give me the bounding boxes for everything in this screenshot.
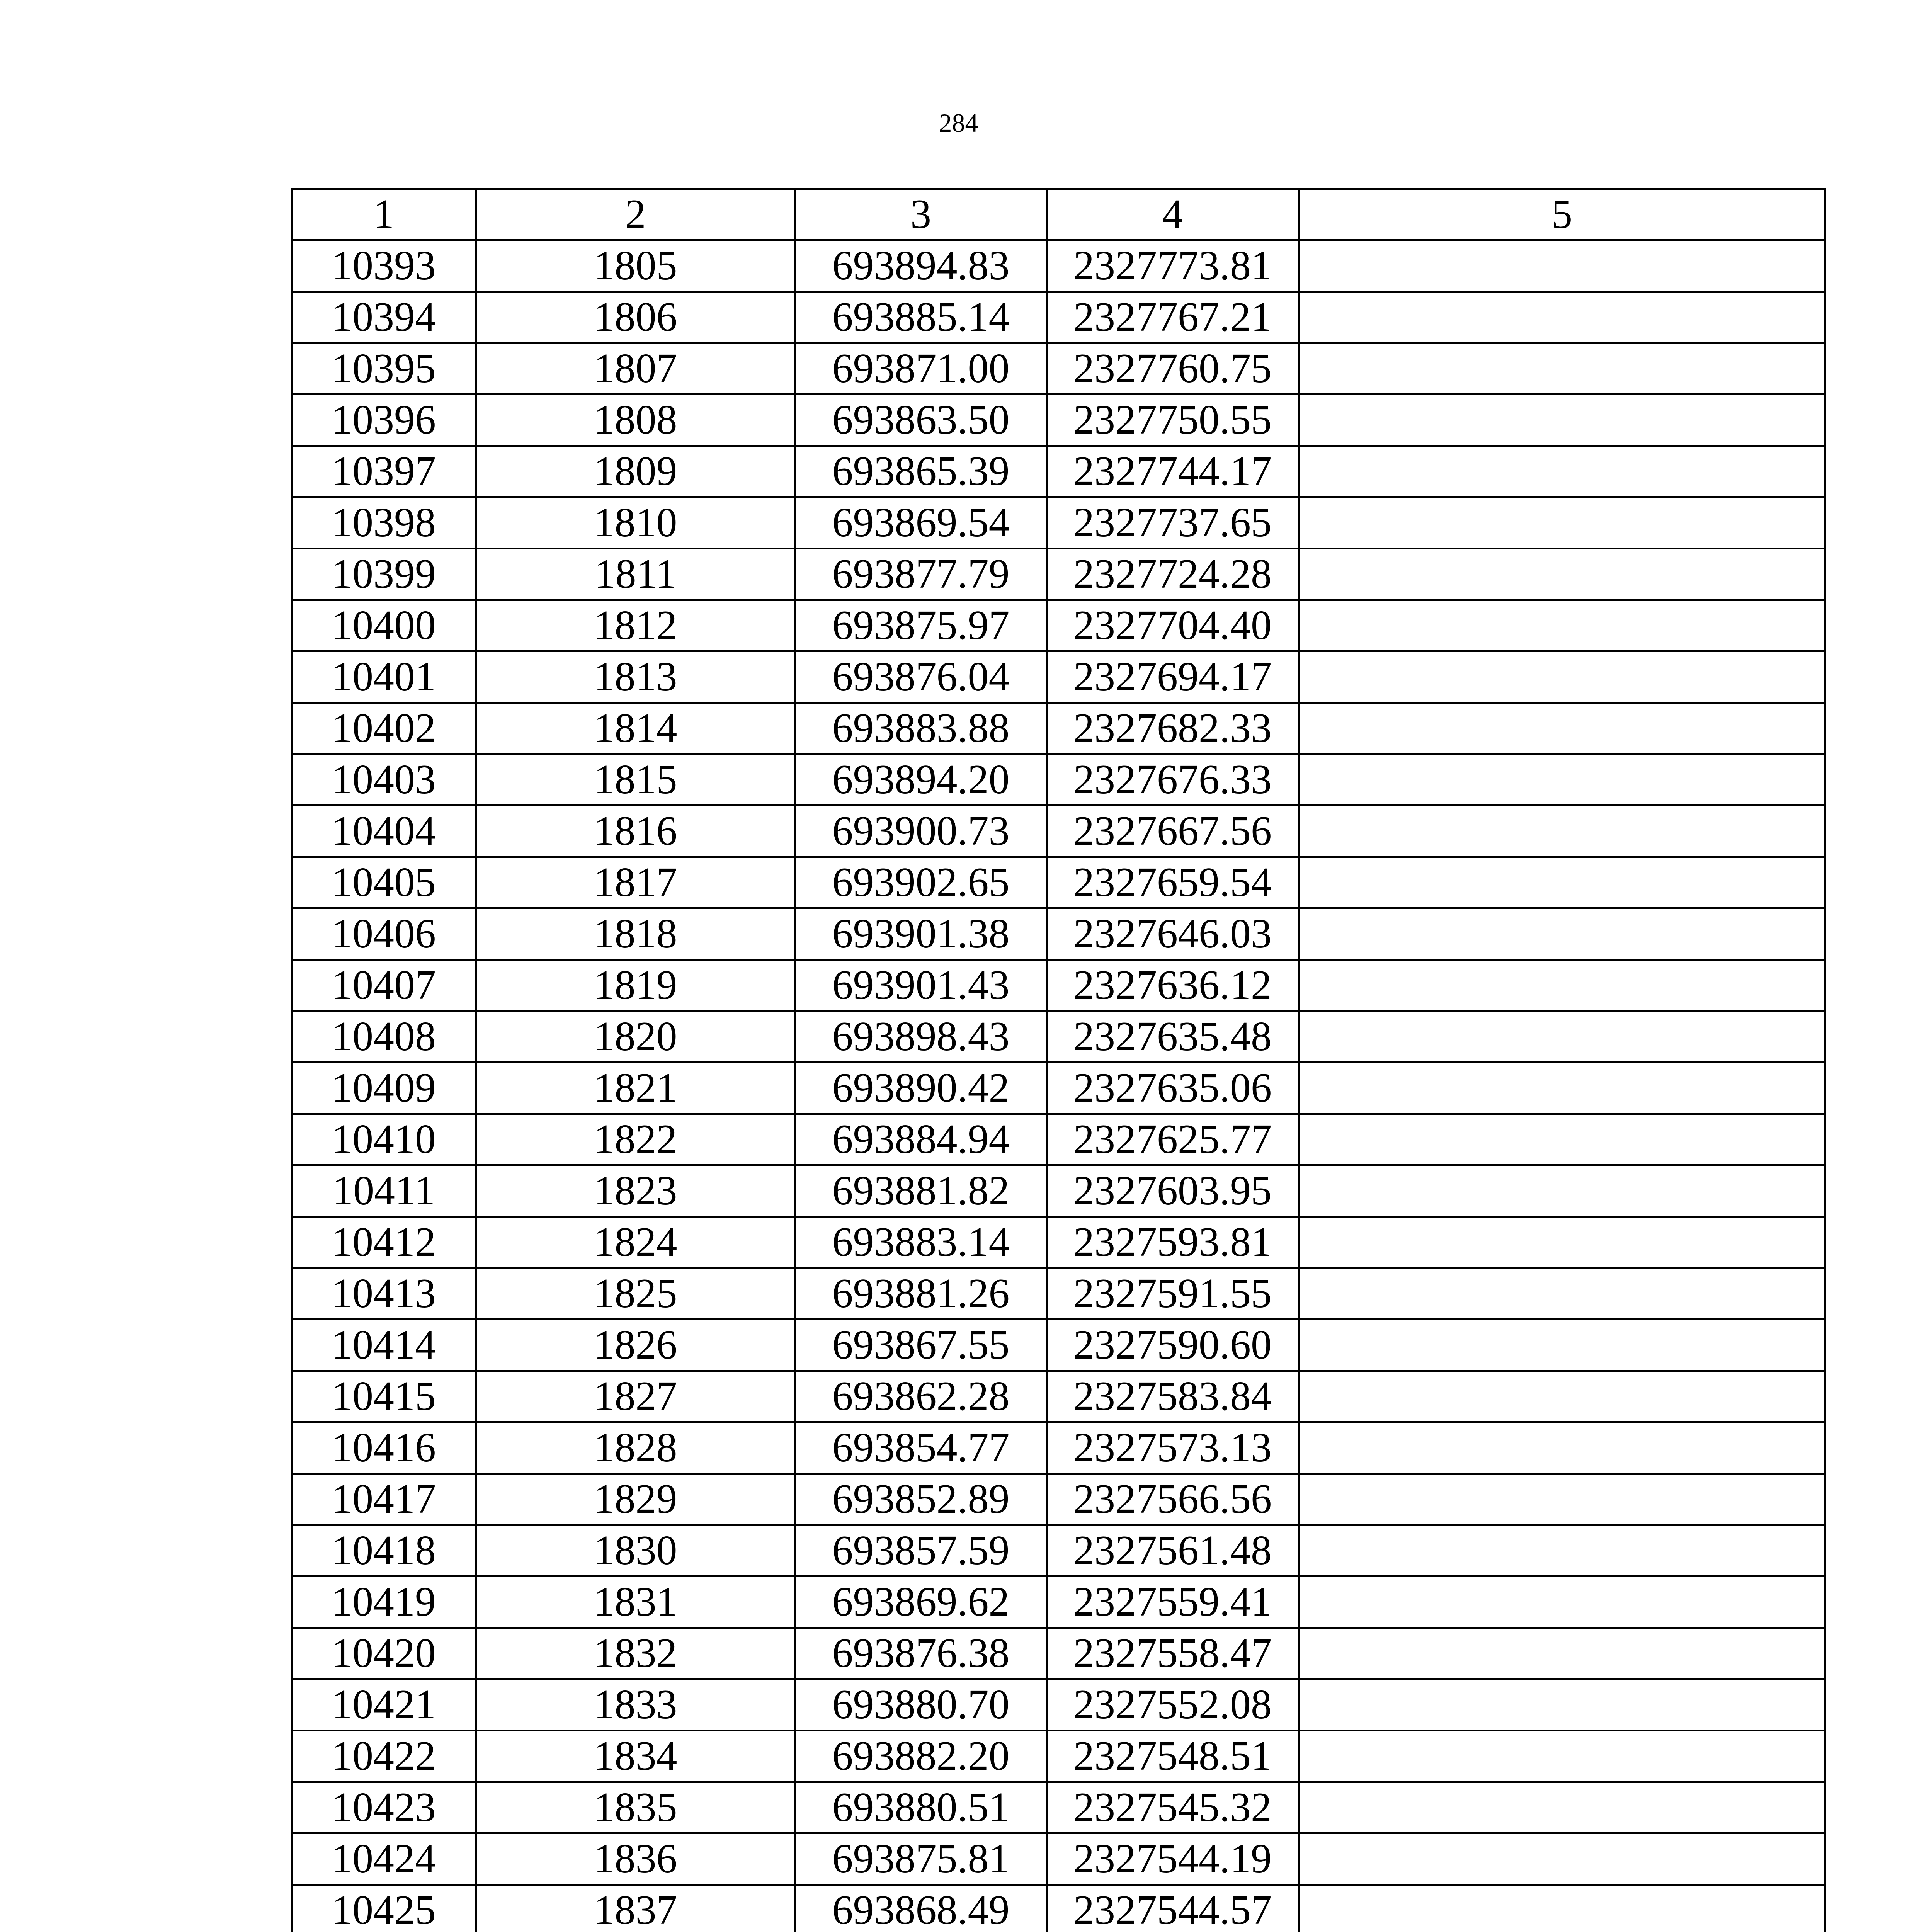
table-cell-col-1: 10407: [292, 960, 476, 1011]
column-header-1: 1: [292, 189, 476, 240]
table-cell-col-5: [1299, 1422, 1825, 1474]
table-cell-col-2: 1833: [476, 1679, 795, 1731]
table-row: [292, 857, 1825, 908]
table-cell-col-1: 10402: [292, 703, 476, 754]
table-cell-col-2: 1820: [476, 1011, 795, 1063]
table-cell-col-4: 2327694.17: [1047, 651, 1299, 703]
table-cell-col-1: 10422: [292, 1731, 476, 1782]
table-cell-col-4: 2327548.51: [1047, 1731, 1299, 1782]
table-row: [292, 1371, 1825, 1422]
table-row: [292, 1731, 1825, 1782]
table-cell-col-2: 1835: [476, 1782, 795, 1833]
table-cell-col-5: [1299, 1371, 1825, 1422]
table-cell-col-3: 693869.54: [795, 497, 1047, 549]
table-cell-col-3: 693881.26: [795, 1268, 1047, 1320]
table-cell-col-3: 693901.43: [795, 960, 1047, 1011]
table-cell-col-1: 10414: [292, 1320, 476, 1371]
table-cell-col-5: [1299, 1731, 1825, 1782]
table-cell-col-1: 10418: [292, 1525, 476, 1577]
table-row: [292, 703, 1825, 754]
table-cell-col-3: 693869.62: [795, 1577, 1047, 1628]
table-row: [292, 1165, 1825, 1217]
table-cell-col-4: 2327646.03: [1047, 908, 1299, 960]
table-cell-col-5: [1299, 651, 1825, 703]
table-cell-col-1: 10401: [292, 651, 476, 703]
table-cell-col-5: [1299, 1217, 1825, 1268]
table-cell-col-1: 10412: [292, 1217, 476, 1268]
table-cell-col-4: 2327744.17: [1047, 446, 1299, 497]
table-cell-col-5: [1299, 1628, 1825, 1679]
table-cell-col-5: [1299, 1320, 1825, 1371]
table-cell-col-4: 2327545.32: [1047, 1782, 1299, 1833]
table-row: [292, 651, 1825, 703]
table-cell-col-1: 10419: [292, 1577, 476, 1628]
table-row: [292, 549, 1825, 600]
table-cell-col-4: 2327635.48: [1047, 1011, 1299, 1063]
table-cell-col-3: 693881.82: [795, 1165, 1047, 1217]
table-cell-col-3: 693898.43: [795, 1011, 1047, 1063]
table-cell-col-1: 10413: [292, 1268, 476, 1320]
table-cell-col-5: [1299, 1833, 1825, 1885]
table-cell-col-2: 1828: [476, 1422, 795, 1474]
table-cell-col-2: 1821: [476, 1063, 795, 1114]
table-cell-col-5: [1299, 343, 1825, 395]
table-row: [292, 1063, 1825, 1114]
table-cell-col-5: [1299, 1268, 1825, 1320]
table-cell-col-5: [1299, 446, 1825, 497]
table-cell-col-4: 2327552.08: [1047, 1679, 1299, 1731]
table-row: [292, 1782, 1825, 1833]
table-row: [292, 754, 1825, 806]
coordinates-table: [291, 188, 1826, 1932]
table-cell-col-4: 2327636.12: [1047, 960, 1299, 1011]
table-cell-col-3: 693880.70: [795, 1679, 1047, 1731]
table-cell-col-4: 2327760.75: [1047, 343, 1299, 395]
table-cell-col-3: 693882.20: [795, 1731, 1047, 1782]
table-row: [292, 497, 1825, 549]
table-cell-col-4: 2327566.56: [1047, 1474, 1299, 1525]
table-row: [292, 343, 1825, 395]
table-cell-col-5: [1299, 1679, 1825, 1731]
table-cell-col-5: [1299, 1114, 1825, 1165]
table-cell-col-1: 10398: [292, 497, 476, 549]
table-cell-col-1: 10396: [292, 395, 476, 446]
table-row: [292, 600, 1825, 651]
header-row: [292, 189, 1825, 240]
table-cell-col-3: 693884.94: [795, 1114, 1047, 1165]
table-cell-col-2: 1805: [476, 240, 795, 292]
table-cell-col-2: 1816: [476, 806, 795, 857]
table-cell-col-3: 693901.38: [795, 908, 1047, 960]
table-cell-col-5: [1299, 600, 1825, 651]
table-cell-col-1: 10409: [292, 1063, 476, 1114]
table-cell-col-1: 10417: [292, 1474, 476, 1525]
table-cell-col-2: 1817: [476, 857, 795, 908]
table-cell-col-1: 10406: [292, 908, 476, 960]
table-cell-col-3: 693871.00: [795, 343, 1047, 395]
table-row: [292, 908, 1825, 960]
table-cell-col-5: [1299, 1063, 1825, 1114]
table-row: [292, 1577, 1825, 1628]
table-row: [292, 1628, 1825, 1679]
table-cell-col-1: 10408: [292, 1011, 476, 1063]
table-row: [292, 1885, 1825, 1932]
table-cell-col-3: 693857.59: [795, 1525, 1047, 1577]
table-row: [292, 1679, 1825, 1731]
table-cell-col-4: 2327590.60: [1047, 1320, 1299, 1371]
table-row: [292, 1833, 1825, 1885]
table-cell-col-3: 693885.14: [795, 292, 1047, 343]
table-cell-col-1: 10400: [292, 600, 476, 651]
table-cell-col-5: [1299, 806, 1825, 857]
table-cell-col-5: [1299, 549, 1825, 600]
table-cell-col-3: 693875.97: [795, 600, 1047, 651]
table-cell-col-3: 693883.14: [795, 1217, 1047, 1268]
table-cell-col-4: 2327773.81: [1047, 240, 1299, 292]
table-cell-col-3: 693900.73: [795, 806, 1047, 857]
table-row: [292, 446, 1825, 497]
table-cell-col-4: 2327561.48: [1047, 1525, 1299, 1577]
table-cell-col-2: 1831: [476, 1577, 795, 1628]
table-cell-col-1: 10397: [292, 446, 476, 497]
table-cell-col-3: 693868.49: [795, 1885, 1047, 1932]
table-cell-col-3: 693867.55: [795, 1320, 1047, 1371]
table-cell-col-1: 10415: [292, 1371, 476, 1422]
table-cell-col-2: 1823: [476, 1165, 795, 1217]
table-cell-col-3: 693852.89: [795, 1474, 1047, 1525]
column-header-5: 5: [1299, 189, 1825, 240]
table-cell-col-2: 1807: [476, 343, 795, 395]
table-cell-col-2: 1808: [476, 395, 795, 446]
table-cell-col-1: 10421: [292, 1679, 476, 1731]
table-cell-col-4: 2327544.57: [1047, 1885, 1299, 1932]
table-cell-col-3: 693854.77: [795, 1422, 1047, 1474]
page-number: 284: [939, 108, 978, 138]
table-cell-col-1: 10399: [292, 549, 476, 600]
table-cell-col-5: [1299, 1577, 1825, 1628]
table-cell-col-5: [1299, 1165, 1825, 1217]
table-row: [292, 1217, 1825, 1268]
table-cell-col-5: [1299, 292, 1825, 343]
table-cell-col-4: 2327676.33: [1047, 754, 1299, 806]
table-row: [292, 806, 1825, 857]
column-header-2: 2: [476, 189, 795, 240]
table-cell-col-1: 10395: [292, 343, 476, 395]
table-row: [292, 395, 1825, 446]
table-row: [292, 1422, 1825, 1474]
table-cell-col-2: 1811: [476, 549, 795, 600]
table-cell-col-2: 1806: [476, 292, 795, 343]
table-cell-col-2: 1813: [476, 651, 795, 703]
table-cell-col-1: 10416: [292, 1422, 476, 1474]
table-cell-col-4: 2327625.77: [1047, 1114, 1299, 1165]
table-row: [292, 1320, 1825, 1371]
table-cell-col-5: [1299, 1474, 1825, 1525]
column-header-3: 3: [795, 189, 1047, 240]
table-cell-col-5: [1299, 908, 1825, 960]
table-cell-col-2: 1825: [476, 1268, 795, 1320]
table-cell-col-2: 1829: [476, 1474, 795, 1525]
table-cell-col-4: 2327603.95: [1047, 1165, 1299, 1217]
table-cell-col-2: 1836: [476, 1833, 795, 1885]
table-cell-col-1: 10411: [292, 1165, 476, 1217]
table-row: [292, 240, 1825, 292]
table-row: [292, 1268, 1825, 1320]
table-cell-col-3: 693894.20: [795, 754, 1047, 806]
table-cell-col-1: 10404: [292, 806, 476, 857]
table-cell-col-4: 2327544.19: [1047, 1833, 1299, 1885]
table-cell-col-1: 10425: [292, 1885, 476, 1932]
table-cell-col-2: 1809: [476, 446, 795, 497]
table-cell-col-2: 1814: [476, 703, 795, 754]
table-cell-col-5: [1299, 1525, 1825, 1577]
table-cell-col-2: 1826: [476, 1320, 795, 1371]
table-cell-col-1: 10423: [292, 1782, 476, 1833]
table-cell-col-4: 2327750.55: [1047, 395, 1299, 446]
table-cell-col-2: 1832: [476, 1628, 795, 1679]
table-cell-col-4: 2327659.54: [1047, 857, 1299, 908]
table-row: [292, 1114, 1825, 1165]
table-cell-col-3: 693862.28: [795, 1371, 1047, 1422]
table-cell-col-1: 10405: [292, 857, 476, 908]
table-body: [292, 240, 1825, 1932]
table-cell-col-3: 693883.88: [795, 703, 1047, 754]
table-cell-col-5: [1299, 497, 1825, 549]
table-cell-col-3: 693902.65: [795, 857, 1047, 908]
table-cell-col-3: 693890.42: [795, 1063, 1047, 1114]
table-cell-col-1: 10403: [292, 754, 476, 806]
table-cell-col-4: 2327737.65: [1047, 497, 1299, 549]
table-cell-col-4: 2327583.84: [1047, 1371, 1299, 1422]
table-cell-col-2: 1810: [476, 497, 795, 549]
table-cell-col-1: 10393: [292, 240, 476, 292]
table-cell-col-2: 1822: [476, 1114, 795, 1165]
table-cell-col-4: 2327558.47: [1047, 1628, 1299, 1679]
table-cell-col-2: 1819: [476, 960, 795, 1011]
table-cell-col-2: 1824: [476, 1217, 795, 1268]
table-cell-col-5: [1299, 754, 1825, 806]
table-cell-col-3: 693877.79: [795, 549, 1047, 600]
table-cell-col-1: 10420: [292, 1628, 476, 1679]
table-cell-col-4: 2327767.21: [1047, 292, 1299, 343]
table-cell-col-3: 693863.50: [795, 395, 1047, 446]
table-cell-col-5: [1299, 857, 1825, 908]
table-cell-col-2: 1815: [476, 754, 795, 806]
table-row: [292, 1525, 1825, 1577]
table-cell-col-4: 2327593.81: [1047, 1217, 1299, 1268]
table-cell-col-5: [1299, 1011, 1825, 1063]
table-cell-col-3: 693876.38: [795, 1628, 1047, 1679]
table-cell-col-2: 1827: [476, 1371, 795, 1422]
table-cell-col-2: 1837: [476, 1885, 795, 1932]
table-header: [292, 189, 1825, 240]
table-cell-col-2: 1830: [476, 1525, 795, 1577]
table-cell-col-4: 2327667.56: [1047, 806, 1299, 857]
table-cell-col-2: 1818: [476, 908, 795, 960]
table-row: [292, 292, 1825, 343]
table-cell-col-5: [1299, 960, 1825, 1011]
table-cell-col-1: 10394: [292, 292, 476, 343]
table-cell-col-4: 2327559.41: [1047, 1577, 1299, 1628]
table-cell-col-4: 2327704.40: [1047, 600, 1299, 651]
table-cell-col-4: 2327682.33: [1047, 703, 1299, 754]
table-cell-col-5: [1299, 1885, 1825, 1932]
table-cell-col-5: [1299, 240, 1825, 292]
table-cell-col-3: 693880.51: [795, 1782, 1047, 1833]
table-cell-col-3: 693876.04: [795, 651, 1047, 703]
table-cell-col-2: 1834: [476, 1731, 795, 1782]
table-cell-col-1: 10424: [292, 1833, 476, 1885]
table-cell-col-3: 693894.83: [795, 240, 1047, 292]
table-cell-col-4: 2327635.06: [1047, 1063, 1299, 1114]
table-cell-col-5: [1299, 1782, 1825, 1833]
table-cell-col-3: 693875.81: [795, 1833, 1047, 1885]
table-cell-col-2: 1812: [476, 600, 795, 651]
table-cell-col-1: 10410: [292, 1114, 476, 1165]
table-cell-col-4: 2327724.28: [1047, 549, 1299, 600]
table-row: [292, 960, 1825, 1011]
table-cell-col-4: 2327573.13: [1047, 1422, 1299, 1474]
table-cell-col-4: 2327591.55: [1047, 1268, 1299, 1320]
column-header-4: 4: [1047, 189, 1299, 240]
table-row: [292, 1474, 1825, 1525]
table-cell-col-5: [1299, 703, 1825, 754]
table-row: [292, 1011, 1825, 1063]
table-cell-col-5: [1299, 395, 1825, 446]
table-cell-col-3: 693865.39: [795, 446, 1047, 497]
